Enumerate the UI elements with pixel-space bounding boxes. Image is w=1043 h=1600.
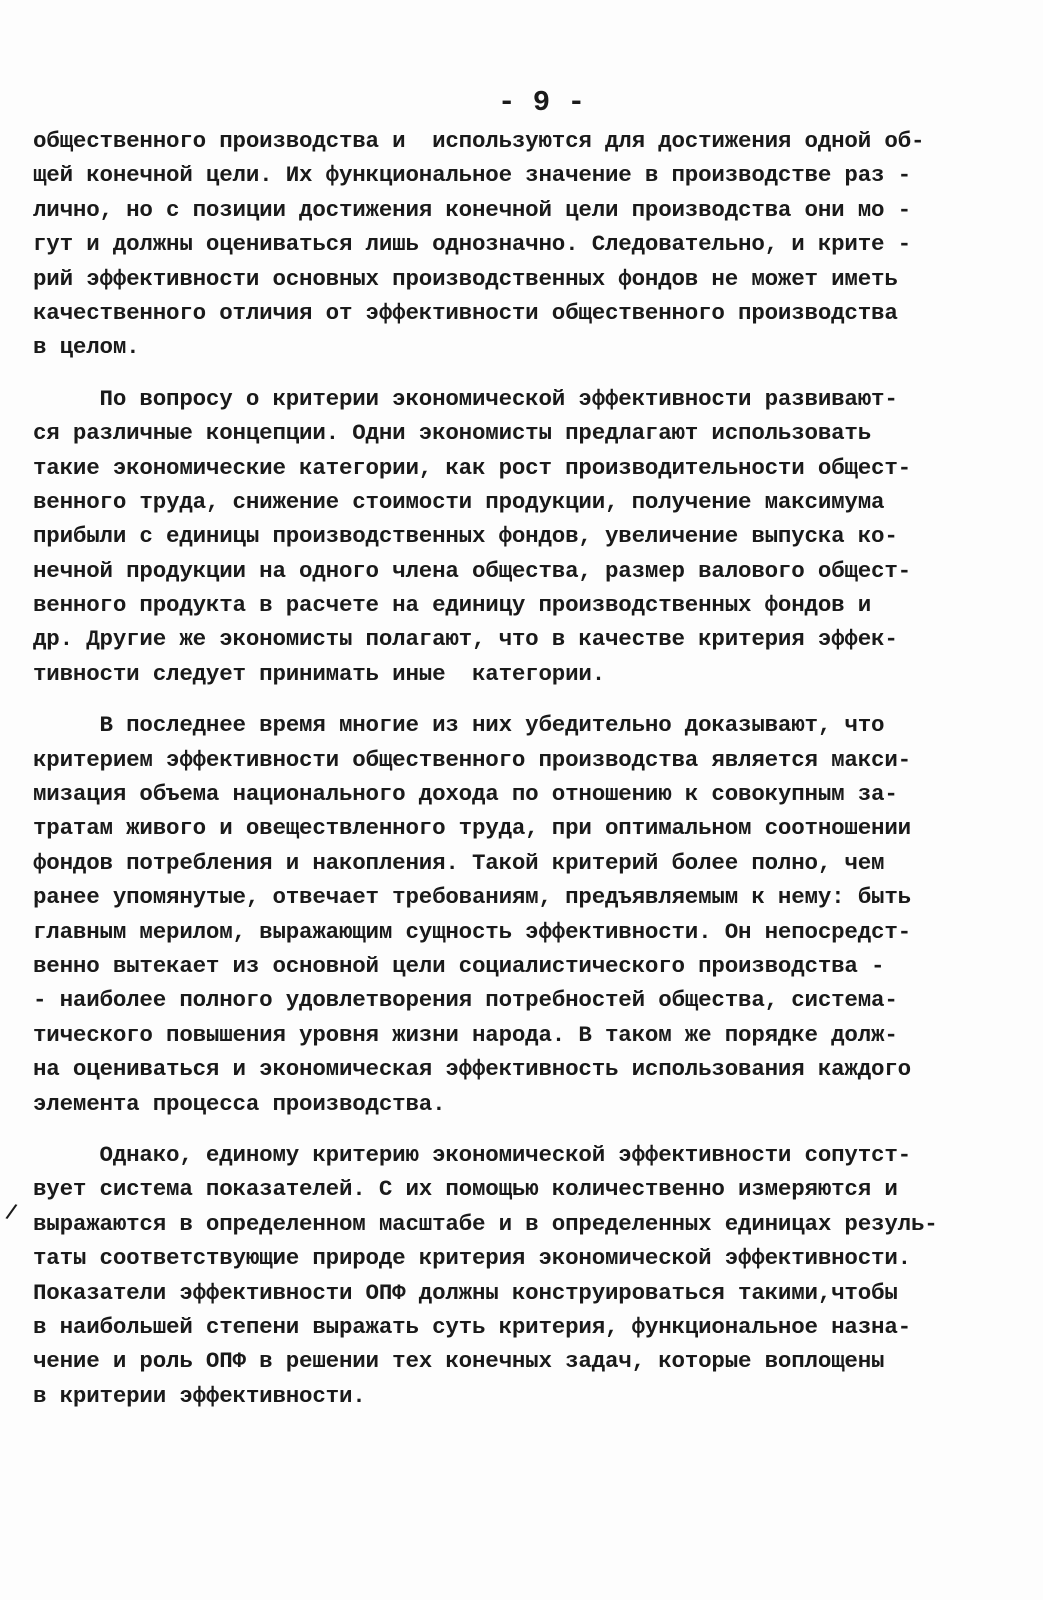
text-line: тратам живого и овеществленного труда, при оптимальном соотношении: [33, 815, 911, 842]
margin-mark: /: [4, 1198, 19, 1224]
text-line: таты соответствующие природе критерия экономической эффективности.: [33, 1245, 911, 1272]
text-line: венно вытекает из основной цели социалистического производства -: [33, 952, 885, 979]
text-line: мизация объема национального дохода по отношению к совокупным за-: [33, 781, 898, 808]
text-line: В последнее время многие из них убедительно доказывают, что: [33, 712, 885, 739]
text-line: в критерии эффективности.: [33, 1382, 366, 1409]
page-number: [0, 86, 1043, 120]
text-line: лично, но с позиции достижения конечной цели производства они мо -: [33, 196, 911, 223]
text-line: в целом.: [33, 334, 140, 361]
text-line: - наиболее полного удовлетворения потребностей общества, система-: [33, 987, 898, 1014]
text-line: Показатели эффективности ОПФ должны конструироваться такими,чтобы: [33, 1279, 898, 1306]
text-line: чение и роль ОПФ в решении тех конечных задач, которые воплощены: [33, 1348, 885, 1375]
text-line: выражаются в определенном масштабе и в определенных единицах резуль-: [33, 1210, 938, 1237]
text-line: критерием эффективности общественного производства является макси-: [33, 746, 911, 773]
paragraph-1: [33, 124, 993, 365]
paragraph-4: [33, 1138, 993, 1413]
text-line: щей конечной цели. Их функциональное значение в производстве раз -: [33, 162, 911, 189]
page-number-text: - 9 -: [497, 86, 585, 119]
text-line: Однако, единому критерию экономической эффективности сопутст-: [33, 1141, 911, 1168]
text-line: общественного производства и используются для достижения одной об-: [33, 128, 925, 154]
text-line: тического повышения уровня жизни народа. В таком же порядке долж-: [33, 1021, 898, 1048]
text-line: рий эффективности основных производственных фондов не может иметь: [33, 265, 898, 292]
text-line: качественного отличия от эффективности общественного производства: [33, 299, 898, 326]
paragraph-2: [33, 382, 993, 692]
paragraph-gap: [33, 1121, 993, 1138]
text-line: вует система показателей. С их помощью количественно измеряются и: [33, 1176, 898, 1203]
paragraph-gap: [33, 365, 993, 382]
text-line: такие экономические категории, как рост производительности общест-: [33, 454, 911, 481]
text-line: венного труда, снижение стоимости продукции, получение максимума: [33, 488, 885, 515]
text-line: нечной продукции на одного члена общества, размер валового общест-: [33, 557, 911, 584]
text-line: венного продукта в расчете на единицу производственных фондов и: [33, 592, 872, 619]
text-line: на оцениваться и экономическая эффективность использования каждого: [33, 1056, 911, 1083]
text-line: элемента процесса производства.: [33, 1090, 446, 1117]
text-line: главным мерилом, выражающим сущность эффективности. Он непосредст-: [33, 918, 911, 945]
text-line: ся различные концепции. Одни экономисты предлагают использовать: [33, 420, 872, 447]
text-line: фондов потребления и накопления. Такой критерий более полно, чем: [33, 849, 885, 876]
text-line: По вопросу о критерии экономической эффективности развивают-: [33, 385, 898, 412]
text-line: в наибольшей степени выражать суть критерия, функциональное назна-: [33, 1313, 911, 1340]
body-text: [33, 124, 993, 1413]
text-line: др. Другие же экономисты полагают, что в качестве критерия эффек-: [33, 626, 898, 653]
paragraph-gap: [33, 691, 993, 708]
paragraph-3: [33, 708, 993, 1121]
text-line: прибыли с единицы производственных фондов, увеличение выпуска ко-: [33, 523, 898, 550]
text-line: тивности следует принимать иные категории.: [33, 660, 605, 687]
text-line: ранее упомянутые, отвечает требованиям, предъявляемым к нему: быть: [33, 884, 911, 911]
text-line: гут и должны оцениваться лишь однозначно. Следовательно, и крите -: [33, 231, 911, 258]
